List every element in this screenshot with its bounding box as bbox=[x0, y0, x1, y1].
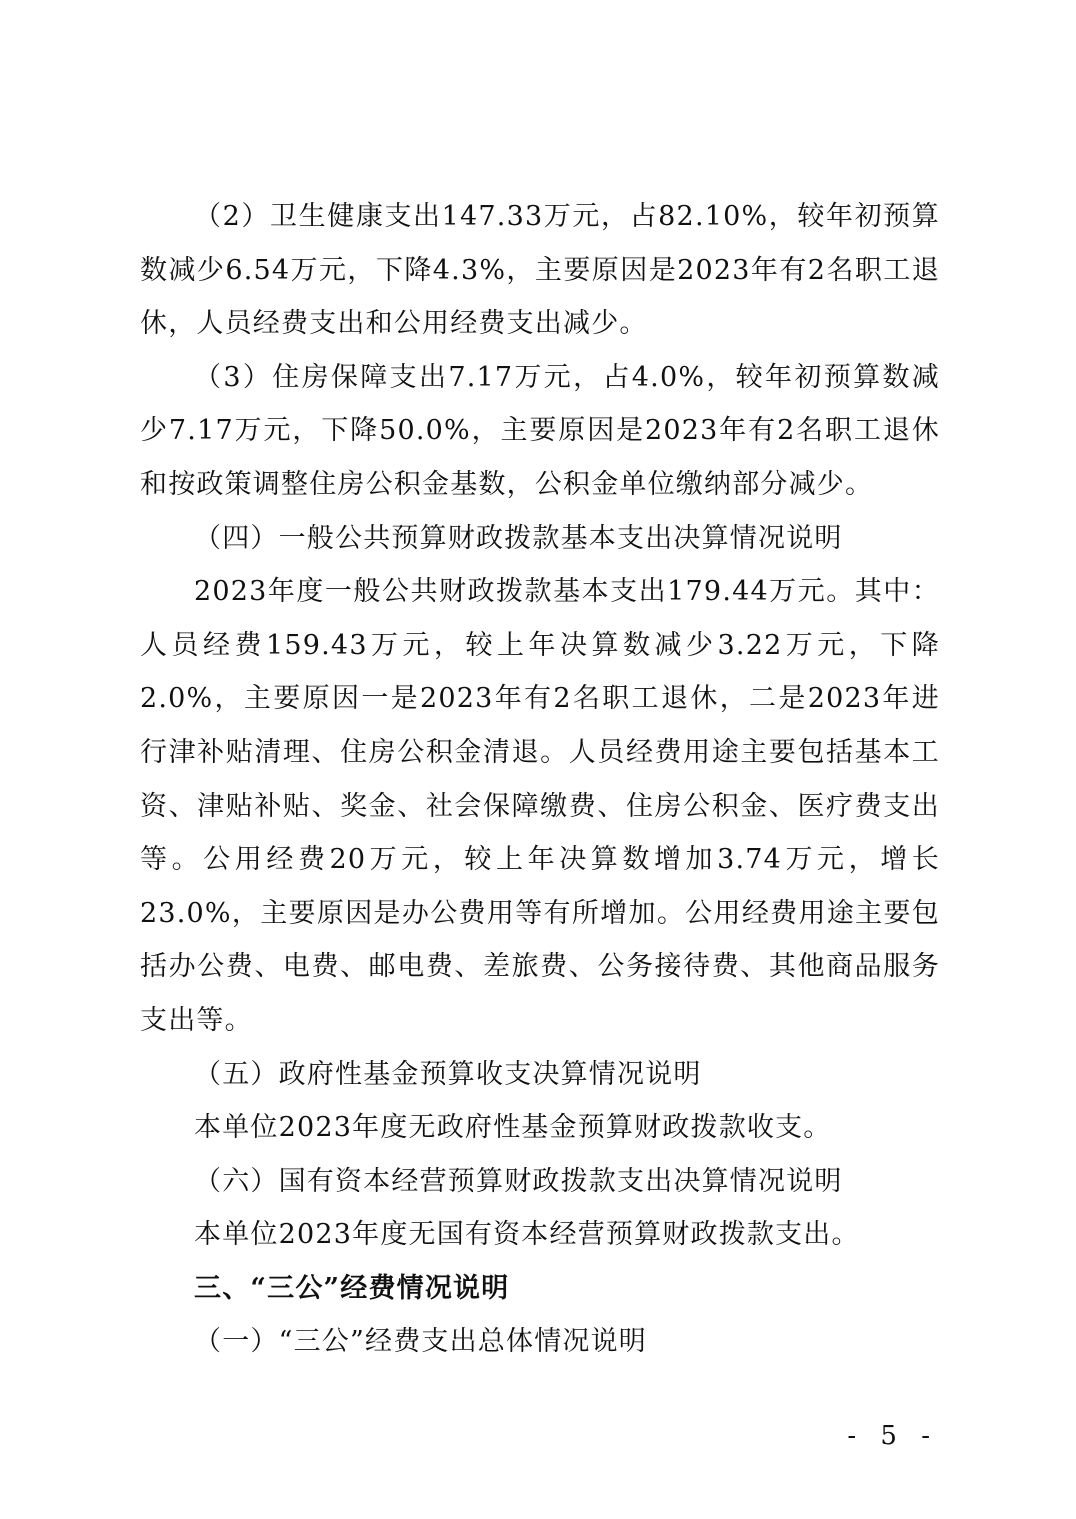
section-heading-government-fund: （五）政府性基金预算收支决算情况说明 bbox=[194, 1058, 702, 1090]
section-heading-state-capital: （六）国有资本经营预算财政拨款支出决算情况说明 bbox=[194, 1165, 843, 1197]
paragraph-health-expenditure: （2）卫生健康支出147.33万元，占82.10%，较年初预算数减少6.54万元，下降4.3%，主要原因是2023年有2名职工退休，人员经费支出和公用经费支出减少。 bbox=[140, 201, 940, 340]
paragraph-basic-expenditure: 2023年度一般公共财政拨款基本支出179.44万元。其中：人员经费159.43万元，较上年决算数减少3.22万元，下降2.0%，主要原因一是2023年有2名职工退休，二是2023年进行津补贴清理、住房公积金清退。人员经费用途主要包括基本工资、津贴补贴、奖金、社会保障缴费、住房公积金、医疗费支出等。公用经费20万元，较上年决算数增加3.74万元，增长23.0%，主要原因是办公费用等有所增加。公用经费用途主要包括办公费、电费、邮电费、差旅费、公务接待费、其他商品服务支出等。 bbox=[140, 576, 940, 1036]
paragraph-government-fund: 本单位2023年度无政府性基金预算财政拨款收支。 bbox=[194, 1112, 832, 1144]
paragraph-state-capital: 本单位2023年度无国有资本经营预算财政拨款支出。 bbox=[194, 1219, 860, 1251]
page-number: - 5 - bbox=[847, 1421, 938, 1451]
paragraph-housing-expenditure: （3）住房保障支出7.17万元，占4.0%，较年初预算数减少7.17万元，下降50.0%，主要原因是2023年有2名职工退休和按政策调整住房公积金基数，公积金单位缴纳部分减少。 bbox=[140, 361, 940, 500]
document-body bbox=[140, 190, 940, 1369]
section-heading-three-public-overall: （一）“三公”经费支出总体情况说明 bbox=[194, 1326, 648, 1358]
section-heading-basic-expenditure: （四）一般公共预算财政拨款基本支出决算情况说明 bbox=[194, 522, 843, 554]
chapter-heading-three-public: 三、“三公”经费情况说明 bbox=[194, 1272, 510, 1304]
